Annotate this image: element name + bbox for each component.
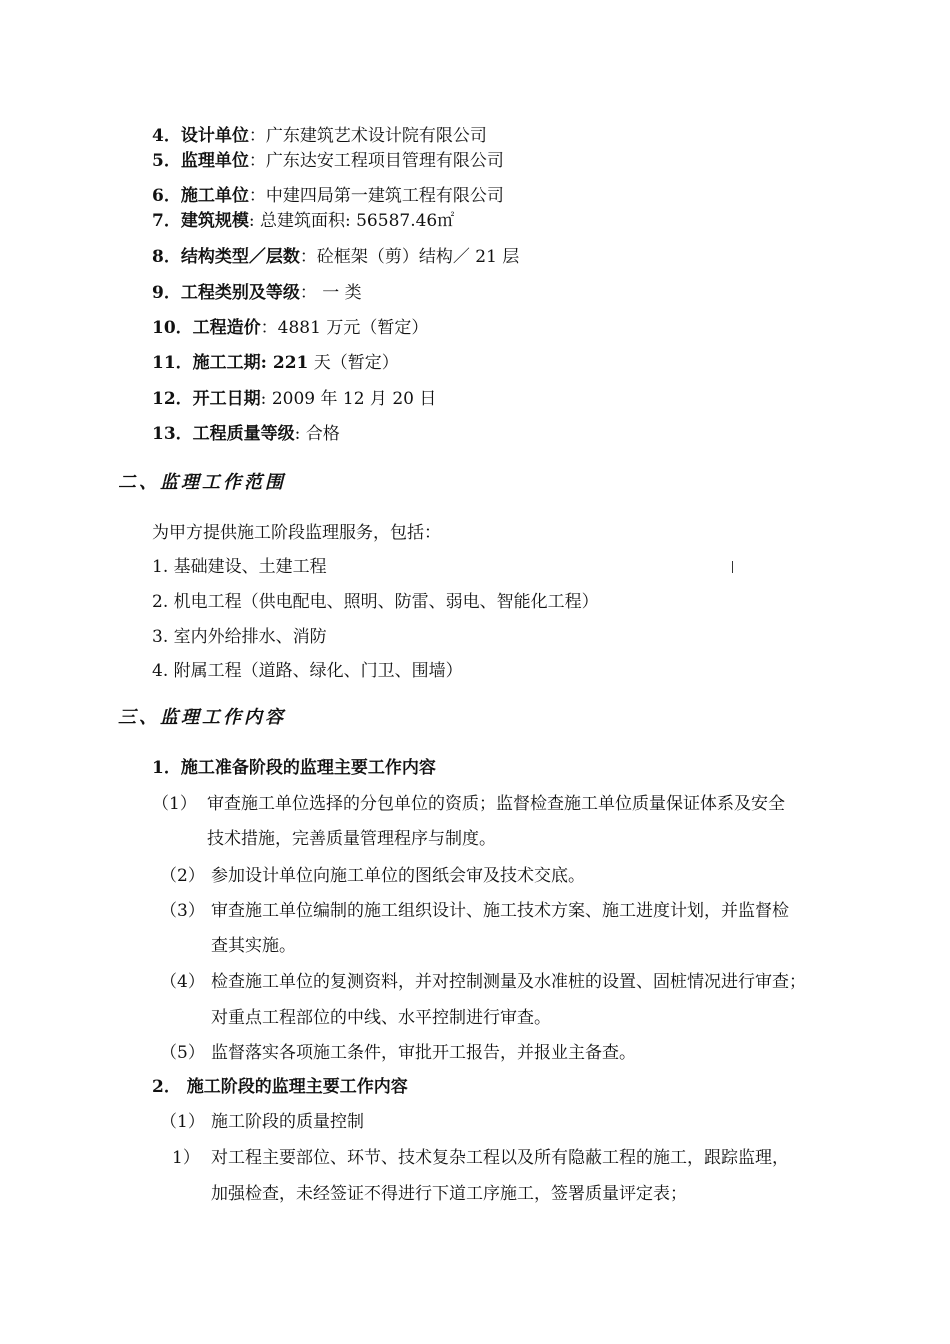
info-item [152,210,454,232]
info-num: 12． [152,389,193,409]
item-text: 对工程主要部位、环节、技术复杂工程以及所有隐蔽工程的施工，跟踪监理， [211,1148,789,1168]
item-text-continued: 技术措施，完善质量管理程序与制度。 [207,829,496,849]
scope-item: 2. 机电工程（供电配电、照明、防雷、弱电、智能化工程） [152,592,599,612]
subsection-title: 2． 施工阶段的监理主要工作内容 [152,1077,408,1097]
item-number: （1） [160,1112,205,1132]
item-text-continued: 查其实施。 [211,936,296,956]
subsection-title: 1．施工准备阶段的监理主要工作内容 [152,758,436,778]
info-value: 广东建筑艺术设计院有限公司 [265,126,487,146]
info-sep: ： [248,186,266,206]
info-num: 5． [152,151,181,171]
info-sep: ： [299,247,317,267]
scope-item: 4. 附属工程（道路、绿化、门卫、围墙） [152,661,463,681]
info-label: 工程质量等级 [192,424,295,444]
info-sep: ： [299,283,317,303]
item-number: （1） [152,794,197,814]
info-num: 9． [152,283,181,303]
item-text: 审查施工单位选择的分包单位的资质；监督检查施工单位质量保证体系及安全 [207,794,785,814]
info-value: 4881 万元（暂定） [277,318,429,338]
info-value: 2009 年 12 月 20 日 [271,389,437,409]
info-label: 监理单位 [180,151,249,171]
item-text: 审查施工单位编制的施工组织设计、施工技术方案、施工进度计划，并监督检 [211,901,789,921]
info-label: 施工单位 [180,186,249,206]
info-item [152,185,504,207]
info-value: 广东达安工程项目管理有限公司 [265,151,504,171]
info-num: 10． [152,318,193,338]
info-value: 天（暂定） [308,353,399,373]
info-sep: : [294,424,306,444]
item-text-continued: 对重点工程部位的中线、水平控制进行审查。 [211,1008,551,1028]
info-num: 7． [152,211,181,231]
info-item [152,352,399,374]
info-value: 一 类 [316,283,362,303]
info-value: 砼框架（剪）结构／ 21 层 [316,247,520,267]
item-number: （2） [160,866,205,886]
info-item [152,388,436,410]
info-sep: ： [248,126,266,146]
info-item [152,246,519,268]
info-item [152,282,362,304]
item-text: 施工阶段的质量控制 [211,1112,364,1132]
info-item [152,150,504,172]
info-label: 建筑规模 [180,211,249,231]
text-cursor-mark [732,561,733,573]
info-num: 11． [152,353,193,373]
item-number: （4） [160,972,205,992]
info-item [152,423,340,445]
info-label: 工程造价 [192,318,261,338]
scope-item: 3. 室内外给排水、消防 [152,627,327,647]
info-sep: : [260,389,272,409]
scope-item: 1. 基础建设、土建工程 [152,557,327,577]
item-text: 参加设计单位向施工单位的图纸会审及技术交底。 [211,866,585,886]
info-sep: : [248,211,260,231]
scope-intro: 为甲方提供施工阶段监理服务，包括： [152,523,441,543]
section-heading-scope: 二、监理工作范围 [118,472,286,493]
info-item [152,317,428,339]
info-label: 工程类别及等级 [180,283,300,303]
item-text-continued: 加强检查，未经签证不得进行下道工序施工，签署质量评定表； [211,1184,687,1204]
info-value: 合格 [305,424,340,444]
item-number: 1） [172,1148,200,1168]
item-text: 监督落实各项施工条件，审批开工报告，并报业主备查。 [211,1043,636,1063]
info-num: 6． [152,186,181,206]
section-heading-content: 三、监理工作内容 [118,707,286,728]
info-label: 施工工期: 221 [192,353,309,373]
info-sep: ： [248,151,266,171]
info-item [152,125,487,147]
info-label: 结构类型／层数 [180,247,300,267]
info-value: 总建筑面积: 56587.46㎡ [259,211,455,231]
info-num: 13． [152,424,193,444]
info-num: 8． [152,247,181,267]
item-number: （3） [160,901,205,921]
info-label: 开工日期 [192,389,261,409]
info-value: 中建四局第一建筑工程有限公司 [265,186,504,206]
item-text: 检查施工单位的复测资料，并对控制测量及水准桩的设置、固桩情况进行审查； [211,972,806,992]
item-number: （5） [160,1043,205,1063]
info-num: 4． [152,126,181,146]
info-label: 设计单位 [180,126,249,146]
info-sep: ： [260,318,278,338]
